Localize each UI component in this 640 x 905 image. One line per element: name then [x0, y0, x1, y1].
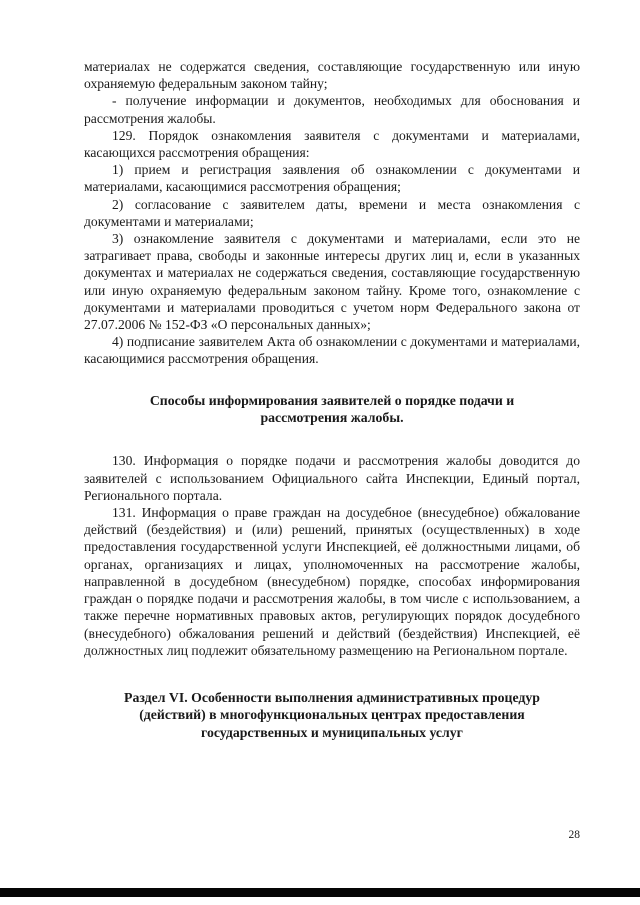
section-heading-vi-line1: Раздел VI. Особенности выполнения административных процедур [124, 689, 540, 705]
paragraph-complaint-info: - получение информации и документов, необходимых для обоснования и рассмотрения жалобы. [84, 93, 580, 126]
list-item-4: 4) подписание заявителем Акта об ознакомлении с документами и материалами, касающимися рассмотрения обращения. [84, 334, 580, 367]
paragraph-130: 130. Информация о порядке подачи и рассмотрения жалобы доводится до заявителей с использованием Официального сайта Инспекции, Единый портал, Регионального портала. [84, 453, 580, 503]
paragraph-129: 129. Порядок ознакомления заявителя с документами и материалами, касающихся рассмотрения обращения: [84, 127, 580, 161]
page-number: 28 [568, 829, 580, 841]
section-heading-vi [84, 689, 580, 741]
list-item-1: 1) прием и регистрация заявления об ознакомлении с документами и материалами, касающимися рассмотрения обращения; [84, 162, 580, 195]
list-item-3: 3) ознакомление заявителя с документами и материалами, если это не затрагивает права, свободы и законные интересы других лиц и, если в указанных документах и материалах не содержаться сведения, составляющие государственную или иную охраняемую федеральным законом тайну. Кроме того, ознакомление с документами и материалами проводиться с учетом норм Федерального закона от 27.07.2006 № 152-ФЗ «О персональных данных»; [84, 231, 580, 333]
document-page [84, 58, 580, 741]
section-heading-informing: Способы информирования заявителей о порядке подачи и рассмотрения жалобы. [149, 392, 515, 426]
list-item-2: 2) согласование с заявителем даты, времени и места ознакомления с документами и материалами; [84, 196, 580, 229]
paragraph-continuation: материалах не содержатся сведения, составляющие государственную или иную охраняемую федеральным законом тайну; [84, 59, 580, 92]
paragraph-131: 131. Информация о праве граждан на досудебное (внесудебное) обжалование действий (бездействия) и (или) решений, принятых (осуществленных) в ходе предоставления государственной услуги Инспекцией, её должностными лицами, об органах, организациях и лицах, уполномоченных на рассмотрение жалобы, направленной в досудебном (внесудебном) порядке, способах информирования граждан о порядке подачи и рассмотрения жалобы, в том числе с использованием, а также перечне нормативных правовых актов, регулирующих порядок досудебного (внесудебного) обжалования решений и действий (бездействия) Инспекцией, её должностных лиц подлежит обязательному размещению на Региональном портале. [84, 505, 580, 658]
scan-edge-bar [0, 888, 640, 897]
section-heading-vi-line2: (действий) в многофункциональных центрах предоставления государственных и муниципальных услуг [139, 707, 525, 740]
